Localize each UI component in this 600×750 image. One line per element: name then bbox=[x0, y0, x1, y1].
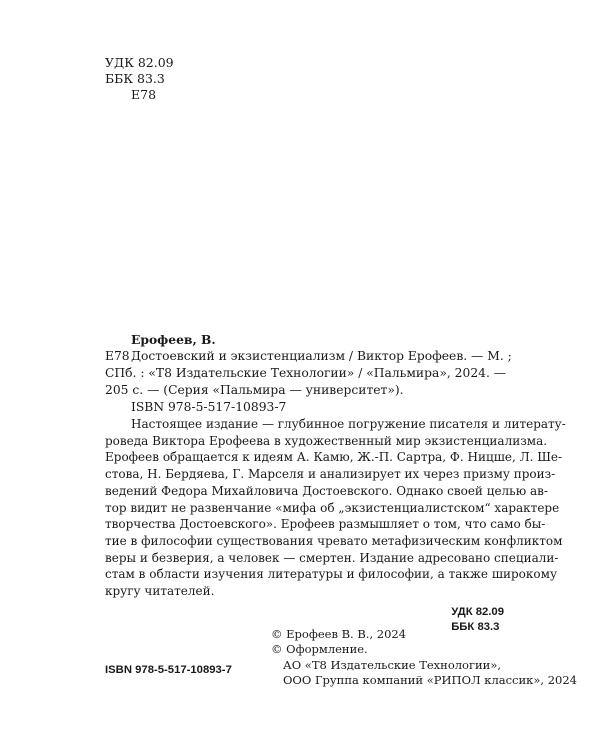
annotation-line: роведа Виктора Ерофеева в художественный мир экзистенциализма. bbox=[105, 433, 548, 448]
author-mark: Е78 bbox=[131, 87, 157, 102]
copyright-author: © Ерофеев В. В., 2024 bbox=[271, 627, 407, 641]
copyright-block bbox=[271, 627, 577, 688]
bbk-code-bottom: ББК 83.3 bbox=[451, 621, 500, 633]
entry-line: СПб. : «Т8 Издательские Технологии» / «Пальмира», 2024. — bbox=[105, 366, 507, 380]
isbn-bottom: ISBN 978-5-517-10893-7 bbox=[105, 664, 232, 676]
annotation bbox=[105, 416, 566, 600]
record-isbn: ISBN 978-5-517-10893-7 bbox=[131, 400, 287, 414]
annotation-line: стам в области изучения литературы и философии, а также широкому bbox=[105, 567, 558, 582]
record-author-mark: Е78 bbox=[105, 349, 130, 363]
annotation-line: кругу читателей. bbox=[105, 584, 215, 599]
top-classification-block bbox=[105, 55, 174, 103]
copyright-design: © Оформление. bbox=[271, 642, 368, 657]
annotation-line: тор видит не развенчание «мифа об „экзистенциалистском“ характере bbox=[105, 500, 560, 515]
annotation-line: Настоящее издание — глубинное погружение писателя и литерату- bbox=[131, 417, 566, 431]
bbk-code: ББК 83.3 bbox=[105, 71, 165, 86]
bibliographic-record bbox=[105, 331, 566, 600]
annotation-line: ведений Федора Михайловича Достоевского. Однако своей целью ав- bbox=[105, 483, 548, 498]
record-entry bbox=[105, 348, 512, 399]
record-author: Ерофеев, В. bbox=[131, 332, 216, 347]
udk-code: УДК 82.09 bbox=[105, 55, 174, 70]
copyright-publisher-1: АО «Т8 Издательские Технологии», bbox=[283, 657, 502, 672]
annotation-line: тие в философии существования чревато метафизическим конфликтом bbox=[105, 533, 563, 548]
entry-line: Достоевский и экзистенциализм / Виктор Ерофеев. — М. ; bbox=[131, 349, 512, 363]
copyright-publisher-2: ООО Группа компаний «РИПОЛ классик», 2024 bbox=[283, 672, 577, 687]
annotation-line: творчества Достоевского». Ерофеев размышляет о том, что само бы- bbox=[105, 517, 546, 532]
annotation-line: стова, Н. Бердяева, Г. Марселя и анализирует их через призму произ- bbox=[105, 467, 556, 482]
annotation-line: веры и безверия, а человек — смертен. Издание адресовано специали- bbox=[105, 550, 559, 565]
annotation-line: Ерофеев обращается к идеям А. Камю, Ж.-П. Сартра, Ф. Ницше, Л. Ше- bbox=[105, 450, 563, 465]
entry-line: 205 с. — (Серия «Пальмира — университет»). bbox=[105, 383, 404, 397]
udk-code-bottom: УДК 82.09 bbox=[451, 606, 504, 618]
